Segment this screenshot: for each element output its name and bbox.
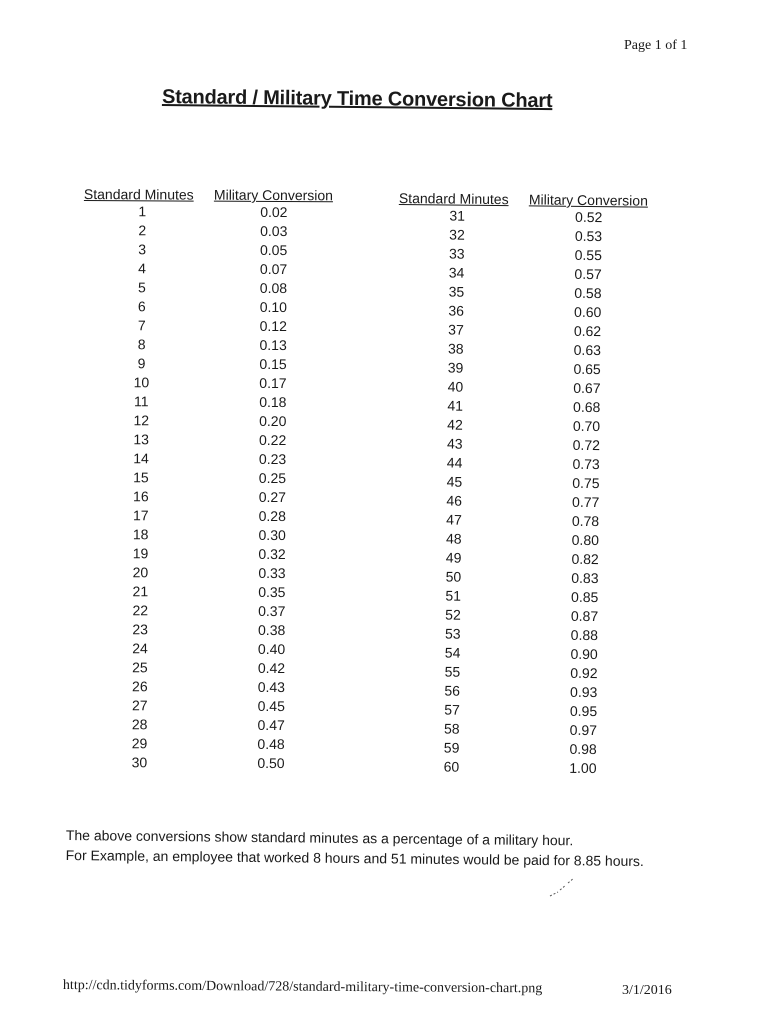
- military-conversion-cell: 0.50: [257, 754, 285, 772]
- standard-minutes-cell: 54: [444, 644, 461, 661]
- header-standard-minutes: Standard Minutes: [398, 189, 509, 208]
- military-conversion-cell: 0.15: [259, 355, 287, 373]
- military-conversion-cell: 0.23: [258, 450, 287, 468]
- military-conversion-cell: 0.40: [257, 640, 286, 658]
- standard-minutes-cell: 37: [448, 321, 464, 338]
- conversion-table-right: [393, 188, 669, 779]
- standard-minutes-cell: 33: [448, 245, 465, 262]
- standard-minutes-cell: 14: [133, 450, 149, 467]
- table-row: [83, 335, 353, 355]
- standard-minutes-cell: 38: [447, 340, 464, 357]
- standard-minutes-cell: 52: [445, 606, 461, 623]
- military-conversion-cell: 0.67: [573, 379, 601, 397]
- header-military-conversion: Military Conversion: [528, 191, 649, 209]
- standard-minutes-cell: 3: [138, 241, 147, 258]
- table-row: [82, 563, 352, 583]
- table-row: [81, 753, 351, 773]
- military-conversion-cell: 0.65: [573, 360, 601, 378]
- military-conversion-cell: 0.37: [258, 602, 286, 620]
- military-conversion-cell: 0.13: [259, 336, 287, 354]
- standard-minutes-cell: 42: [447, 416, 463, 433]
- standard-minutes-cell: 46: [446, 492, 463, 509]
- military-conversion-cell: 0.48: [257, 735, 285, 753]
- standard-minutes-cell: 35: [448, 283, 465, 300]
- standard-minutes-cell: 20: [132, 564, 149, 581]
- table-row: [82, 468, 352, 488]
- military-conversion-cell: 0.45: [257, 697, 285, 715]
- table-row: [83, 278, 353, 298]
- military-conversion-cell: 0.72: [572, 436, 601, 454]
- standard-minutes-cell: 31: [449, 207, 466, 224]
- note-line: The above conversions show standard minutes as a percentage of a military hour.: [65, 826, 574, 849]
- standard-minutes-cell: 28: [131, 716, 148, 733]
- standard-minutes-cell: 60: [443, 758, 460, 775]
- note-line: For Example, an employee that worked 8 hours and 51 minutes would be paid for 8.85 hours.: [65, 846, 644, 870]
- military-conversion-cell: 0.30: [258, 526, 286, 544]
- standard-minutes-cell: 25: [132, 659, 148, 676]
- standard-minutes-cell: 58: [443, 720, 460, 737]
- standard-minutes-cell: 36: [448, 302, 465, 319]
- standard-minutes-cell: 12: [133, 412, 150, 429]
- military-conversion-cell: 0.82: [571, 550, 599, 568]
- military-conversion-cell: 0.57: [574, 265, 602, 283]
- table-row: [82, 506, 352, 526]
- military-conversion-cell: 0.27: [258, 488, 287, 506]
- military-conversion-cell: 0.12: [259, 317, 287, 335]
- standard-minutes-cell: 47: [446, 511, 462, 528]
- military-conversion-cell: 0.17: [259, 374, 287, 392]
- header-standard-minutes: Standard Minutes: [83, 185, 194, 203]
- standard-minutes-cell: 11: [134, 393, 149, 410]
- military-conversion-cell: 0.93: [570, 683, 598, 701]
- military-conversion-cell: 0.80: [571, 531, 600, 549]
- military-conversion-cell: 0.60: [574, 303, 602, 321]
- standard-minutes-cell: 43: [446, 435, 463, 452]
- standard-minutes-cell: 48: [445, 530, 462, 547]
- military-conversion-cell: 0.52: [574, 208, 603, 226]
- standard-minutes-cell: 16: [133, 488, 149, 505]
- table-row: [83, 297, 353, 317]
- standard-minutes-cell: 17: [132, 507, 149, 524]
- table-row: [81, 658, 351, 678]
- table-row: [83, 354, 353, 374]
- standard-minutes-cell: 51: [445, 587, 462, 604]
- table-body: [393, 206, 669, 779]
- standard-minutes-cell: 4: [138, 260, 146, 277]
- military-conversion-cell: 0.28: [258, 507, 286, 525]
- military-conversion-cell: 0.43: [257, 678, 286, 696]
- standard-minutes-cell: 45: [446, 473, 463, 490]
- table-row: [82, 620, 352, 640]
- table-row: [83, 411, 353, 431]
- military-conversion-cell: 0.68: [573, 398, 601, 416]
- standard-minutes-cell: 59: [443, 739, 460, 756]
- source-url: http://cdn.tidyforms.com/Download/728/standard-military-time-conversion-chart.png: [62, 978, 543, 997]
- standard-minutes-cell: 18: [132, 526, 149, 543]
- military-conversion-cell: 0.92: [570, 664, 598, 682]
- table-row: [83, 430, 353, 450]
- page-title: Standard / Military Time Conversion Chart: [161, 86, 553, 113]
- table-row: [81, 677, 351, 697]
- military-conversion-cell: 0.85: [571, 588, 599, 606]
- print-date: 3/1/2016: [622, 983, 672, 998]
- military-conversion-cell: 0.75: [572, 474, 600, 492]
- standard-minutes-cell: 2: [138, 222, 147, 239]
- standard-minutes-cell: 27: [131, 697, 148, 714]
- table-row: [393, 757, 663, 779]
- military-conversion-cell: 0.70: [572, 417, 601, 435]
- table-row: [84, 240, 354, 260]
- military-conversion-cell: 0.42: [257, 659, 286, 677]
- military-conversion-cell: 0.05: [259, 241, 288, 259]
- military-conversion-cell: 0.77: [572, 493, 600, 511]
- table-row: [83, 373, 353, 393]
- standard-minutes-cell: 22: [132, 602, 149, 619]
- standard-minutes-cell: 53: [444, 625, 461, 642]
- explanation-note: [66, 825, 645, 871]
- standard-minutes-cell: 15: [133, 469, 149, 486]
- military-conversion-cell: 0.55: [574, 246, 603, 264]
- table-header: [84, 184, 354, 203]
- table-row: [82, 544, 352, 564]
- table-row: [84, 259, 354, 279]
- table-body: [81, 202, 354, 773]
- military-conversion-cell: 0.35: [258, 583, 286, 601]
- military-conversion-cell: 0.10: [259, 298, 288, 316]
- table-row: [82, 582, 352, 602]
- military-conversion-cell: 0.47: [257, 716, 285, 734]
- military-conversion-cell: 0.83: [571, 569, 599, 587]
- standard-minutes-cell: 9: [137, 355, 146, 372]
- table-row: [82, 601, 352, 621]
- standard-minutes-cell: 23: [132, 621, 148, 638]
- standard-minutes-cell: 57: [444, 701, 460, 718]
- standard-minutes-cell: 49: [445, 549, 462, 566]
- standard-minutes-cell: 5: [138, 279, 146, 296]
- standard-minutes-cell: 19: [132, 545, 149, 562]
- standard-minutes-cell: 26: [132, 678, 148, 695]
- military-conversion-cell: 0.20: [259, 412, 287, 430]
- military-conversion-cell: 0.32: [258, 545, 286, 563]
- military-conversion-cell: 0.88: [570, 626, 599, 644]
- table-row: [83, 316, 353, 336]
- military-conversion-cell: 0.18: [259, 393, 287, 411]
- standard-minutes-cell: 10: [133, 374, 150, 391]
- military-conversion-cell: 0.07: [259, 260, 288, 278]
- standard-minutes-cell: 44: [446, 454, 463, 471]
- table-row: [81, 734, 351, 754]
- standard-minutes-cell: 8: [137, 336, 146, 353]
- table-row: [81, 696, 351, 716]
- military-conversion-cell: 0.62: [573, 322, 602, 340]
- standard-minutes-cell: 55: [444, 663, 461, 680]
- table-row: [83, 392, 353, 412]
- table-row: [83, 449, 353, 469]
- military-conversion-cell: 0.95: [569, 702, 598, 720]
- military-conversion-cell: 0.03: [260, 222, 288, 240]
- standard-minutes-cell: 30: [131, 754, 148, 771]
- military-conversion-cell: 0.90: [570, 645, 598, 663]
- table-row: [84, 202, 354, 222]
- standard-minutes-cell: 50: [445, 568, 462, 585]
- standard-minutes-cell: 6: [137, 298, 146, 315]
- standard-minutes-cell: 56: [444, 682, 461, 699]
- pen-mark: [548, 876, 578, 900]
- standard-minutes-cell: 7: [137, 317, 146, 334]
- page-number: Page 1 of 1: [624, 38, 688, 53]
- header-military-conversion: Military Conversion: [213, 186, 334, 204]
- military-conversion-cell: 1.00: [569, 759, 597, 777]
- military-conversion-cell: 0.98: [569, 740, 597, 758]
- table-row: [82, 639, 352, 659]
- military-conversion-cell: 0.33: [258, 564, 286, 582]
- conversion-table-left: [81, 184, 354, 773]
- military-conversion-cell: 0.58: [574, 284, 602, 302]
- table-row: [82, 487, 352, 507]
- table-row: [82, 525, 352, 545]
- military-conversion-cell: 0.08: [259, 279, 288, 297]
- table-row: [84, 221, 354, 241]
- standard-minutes-cell: 21: [132, 583, 149, 600]
- military-conversion-cell: 0.38: [258, 621, 286, 639]
- standard-minutes-cell: 40: [447, 378, 464, 395]
- standard-minutes-cell: 41: [447, 397, 464, 414]
- standard-minutes-cell: 24: [132, 640, 148, 657]
- military-conversion-cell: 0.97: [569, 721, 598, 739]
- military-conversion-cell: 0.02: [260, 203, 288, 221]
- standard-minutes-cell: 13: [133, 431, 149, 448]
- standard-minutes-cell: 39: [447, 359, 464, 376]
- standard-minutes-cell: 32: [449, 226, 465, 243]
- military-conversion-cell: 0.73: [572, 455, 600, 473]
- military-conversion-cell: 0.22: [258, 431, 287, 449]
- military-conversion-cell: 0.87: [570, 607, 599, 625]
- military-conversion-cell: 0.53: [574, 227, 603, 245]
- military-conversion-cell: 0.63: [573, 341, 602, 359]
- standard-minutes-cell: 34: [448, 264, 465, 281]
- standard-minutes-cell: 1: [138, 203, 147, 220]
- standard-minutes-cell: 29: [131, 735, 148, 752]
- table-row: [81, 715, 351, 735]
- military-conversion-cell: 0.78: [571, 512, 600, 530]
- military-conversion-cell: 0.25: [258, 469, 287, 487]
